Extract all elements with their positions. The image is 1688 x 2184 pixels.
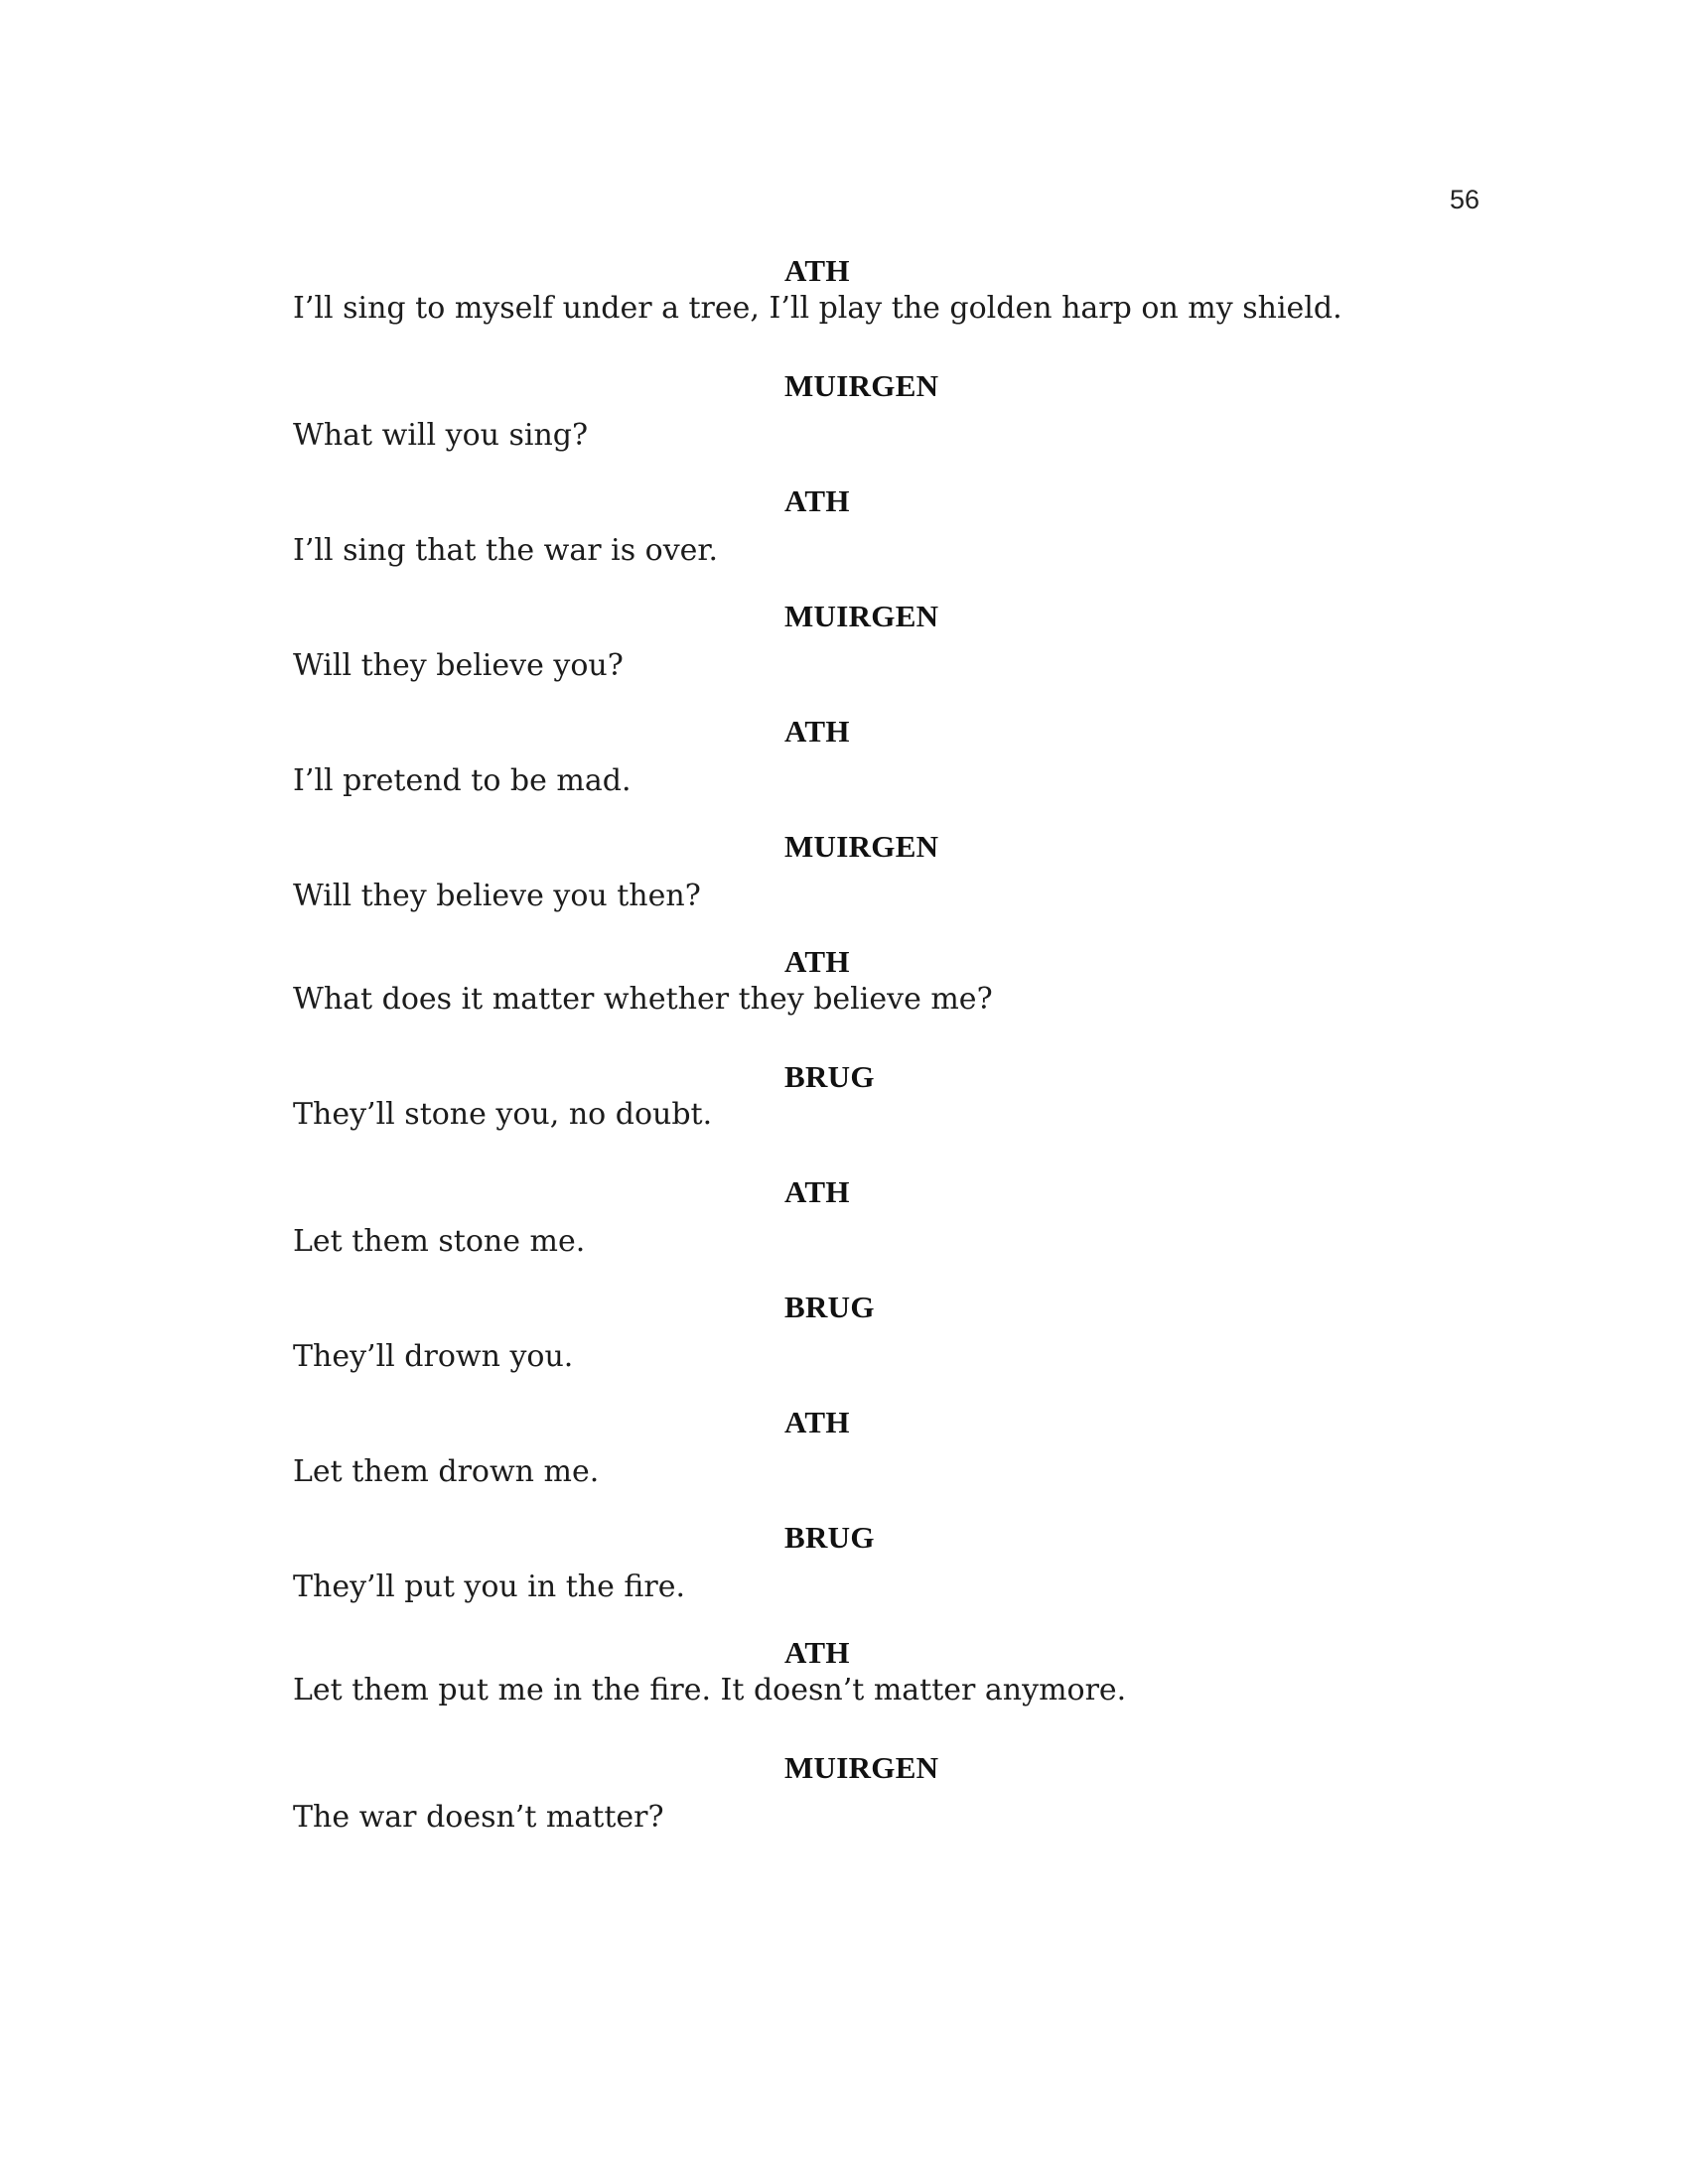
dialogue-line: What does it matter whether they believe me? [293,982,993,1017]
dialogue-line: Let them drown me. [293,1454,600,1489]
speaker-name: ATH [784,944,850,979]
speaker-name: BRUG [784,1290,875,1324]
dialogue-exchange [293,1173,1465,1289]
dialogue-line: They’ll put you in the fire. [293,1570,686,1604]
speaker-name: ATH [784,253,850,288]
speaker-name: BRUG [784,1520,875,1555]
dialogue-line: What will you sing? [293,418,589,453]
speaker-name: ATH [784,483,850,518]
speaker-name: MUIRGEN [784,829,939,864]
speaker-name: MUIRGEN [784,368,939,403]
dialogue-exchange [293,1749,1465,1864]
dialogue-line: Will they believe you? [293,648,624,683]
dialogue-exchange [293,252,1465,367]
dialogue-line: They’ll drown you. [293,1339,574,1374]
dialogue-exchange [293,367,1465,482]
dialogue-exchange [293,1634,1465,1749]
dialogue-line: Let them put me in the fire. It doesn’t matter anymore. [293,1673,1127,1707]
dialogue-exchange [293,1058,1465,1173]
dialogue-line: I’ll sing that the war is over. [293,533,718,568]
dialogue-exchange [293,482,1465,598]
speaker-name: BRUG [784,1059,875,1094]
dialogue-line: They’ll stone you, no doubt. [293,1097,713,1132]
dialogue-exchange [293,1404,1465,1519]
script-dialogue [293,252,1465,1864]
dialogue-exchange [293,1289,1465,1404]
dialogue-line: The war doesn’t matter? [293,1800,664,1835]
speaker-name: ATH [784,1405,850,1439]
speaker-name: MUIRGEN [784,1750,939,1785]
speaker-name: MUIRGEN [784,599,939,633]
dialogue-line: I’ll sing to myself under a tree, I’ll play the golden harp on my shield. [293,291,1342,326]
dialogue-line: Let them stone me. [293,1224,586,1259]
dialogue-line: I’ll pretend to be mad. [293,763,632,798]
page-number: 56 [1450,185,1480,214]
dialogue-exchange [293,713,1465,828]
dialogue-exchange [293,828,1465,943]
dialogue-line: Will they believe you then? [293,879,701,913]
speaker-name: ATH [784,714,850,749]
dialogue-exchange [293,1519,1465,1634]
dialogue-exchange [293,943,1465,1058]
speaker-name: ATH [784,1635,850,1670]
dialogue-exchange [293,598,1465,713]
speaker-name: ATH [784,1174,850,1209]
